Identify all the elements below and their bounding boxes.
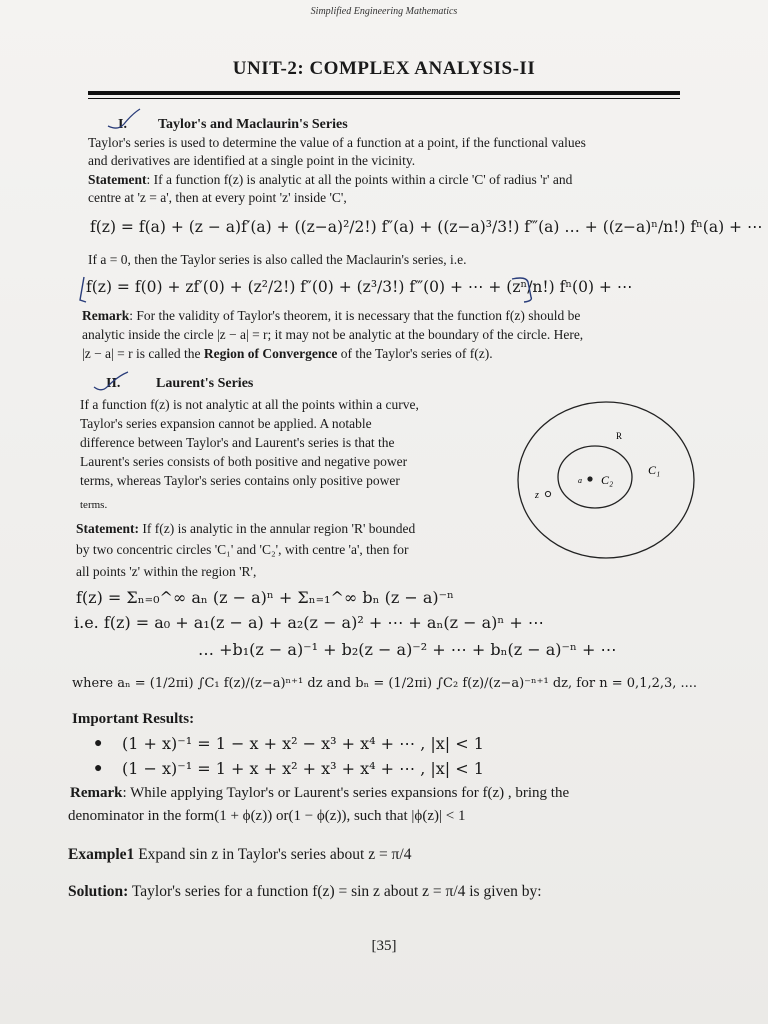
section1-title: Taylor's and Maclaurin's Series bbox=[158, 117, 348, 132]
section2-statement-line1: Statement: If f(z) is analytic in the annular region 'R' bounded bbox=[76, 521, 416, 536]
laurent-formula: f(z) = Σₙ₌₀^∞ aₙ (z − a)ⁿ + Σₙ₌₁^∞ bₙ (z − a)⁻ⁿ bbox=[76, 588, 454, 607]
tick-mark-icon bbox=[94, 372, 128, 390]
z-label: z bbox=[535, 490, 539, 501]
tick-mark-icon bbox=[108, 109, 140, 128]
section2-number: II. bbox=[106, 376, 121, 391]
unit-title: UNIT-2: COMPLEX ANALYSIS-II bbox=[232, 58, 536, 79]
laurent-expansion-line1: i.e. f(z) = a₀ + a₁(z − a) + a₂(z − a)² + ⋯ + aₙ(z − a)ⁿ + ⋯ bbox=[74, 613, 544, 632]
example-line: Example1 Expand sin z in Taylor's series about z = π/4 bbox=[68, 846, 412, 863]
section2-para-line4: Laurent's series consists of both positive and negative power bbox=[80, 454, 408, 469]
section1-number: I. bbox=[118, 117, 127, 132]
section2-title: Laurent's Series bbox=[156, 376, 254, 391]
remark2-line2: denominator in the form(1 + ϕ(z)) or(1 − ϕ(z)), such that |ϕ(z)| < 1 bbox=[68, 808, 466, 824]
c1-label: C₁ bbox=[648, 463, 661, 477]
section2-para-line5: terms, whereas Taylor's series contains only positive power bbox=[80, 473, 400, 488]
center-label-a: a bbox=[578, 476, 582, 485]
bracket-right-icon bbox=[512, 278, 531, 302]
page-number: [35] bbox=[371, 938, 397, 954]
maclaurin-intro: If a = 0, then the Taylor series is also called the Maclaurin's series, i.e. bbox=[88, 252, 467, 267]
section2-statement-line3: all points 'z' within the region 'R', bbox=[76, 564, 257, 579]
section2-para-line6: terms. bbox=[80, 499, 108, 511]
section2-statement-line2: by two concentric circles 'C₁' and 'C₂', with centre 'a', then for bbox=[76, 542, 409, 557]
important-result-2: (1 − x)⁻¹ = 1 + x + x² + x³ + x⁴ + ⋯ , |x| < 1 bbox=[122, 759, 484, 778]
section2-para-line2: Taylor's series expansion cannot be applied. A notable bbox=[80, 416, 372, 431]
taylor-formula: f(z) = f(a) + (z − a)f′(a) + ((z−a)²/2!) f″(a) + ((z−a)³/3!) f‴(a) … + ((z−a)ⁿ/n!) fⁿ(a) + ⋯ bbox=[90, 218, 763, 236]
section2-para-line1: If a function f(z) is not analytic at all the points within a curve, bbox=[80, 397, 419, 412]
bullet-icon: ● bbox=[94, 736, 103, 751]
section1-intro-line2: and derivatives are identified at a single point in the vicinity. bbox=[88, 153, 416, 168]
solution-line: Solution: Taylor's series for a function f(z) = sin z about z = π/4 is given by: bbox=[68, 883, 542, 900]
c2-label: C₂ bbox=[601, 473, 614, 487]
remark2-line1: Remark: While applying Taylor's or Laurent's series expansions for f(z) , bring the bbox=[70, 785, 570, 801]
section1-remark-line2: analytic inside the circle |z − a| = r; it may not be analytic at the boundary of the circle. Here, bbox=[82, 327, 584, 342]
running-header: Simplified Engineering Mathematics bbox=[310, 6, 458, 17]
section1-statement-line1: Statement: If a function f(z) is analytic at all the points within a circle 'C' of radius 'r' and bbox=[88, 172, 573, 187]
section1-intro-line1: Taylor's series is used to determine the value of a function at a point, if the functional values bbox=[88, 135, 586, 150]
section2-para-line3: difference between Taylor's and Laurent's series is that the bbox=[80, 435, 395, 450]
section1-statement-line2: centre at 'z = a', then at every point 'z' inside 'C', bbox=[88, 190, 347, 205]
laurent-coefficients: where aₙ = (1/2πi) ∫C₁ f(z)/(z−a)ⁿ⁺¹ dz and bₙ = (1/2πi) ∫C₂ f(z)/(z−a)⁻ⁿ⁺¹ dz, for n = 0,1,2,3, .... bbox=[72, 676, 698, 691]
maclaurin-formula: f(z) = f(0) + zf′(0) + (z²/2!) f″(0) + (z³/3!) f‴(0) + ⋯ + (zⁿ/n!) fⁿ(0) + ⋯ bbox=[86, 278, 633, 296]
bracket-left-icon bbox=[80, 277, 86, 302]
important-results-title: Important Results: bbox=[72, 711, 195, 727]
section1-remark-line1: Remark: For the validity of Taylor's theorem, it is necessary that the function f(z) should be bbox=[82, 308, 581, 323]
bullet-icon: ● bbox=[94, 761, 103, 776]
important-result-1: (1 + x)⁻¹ = 1 − x + x² − x³ + x⁴ + ⋯ , |x| < 1 bbox=[122, 734, 484, 753]
laurent-expansion-line2: … +b₁(z − a)⁻¹ + b₂(z − a)⁻² + ⋯ + bₙ(z − a)⁻ⁿ + ⋯ bbox=[198, 640, 617, 659]
section1-remark-line3: |z − a| = r is called the Region of Convergence of the Taylor's series of f(z). bbox=[82, 346, 493, 361]
region-label-r: R bbox=[616, 431, 623, 441]
